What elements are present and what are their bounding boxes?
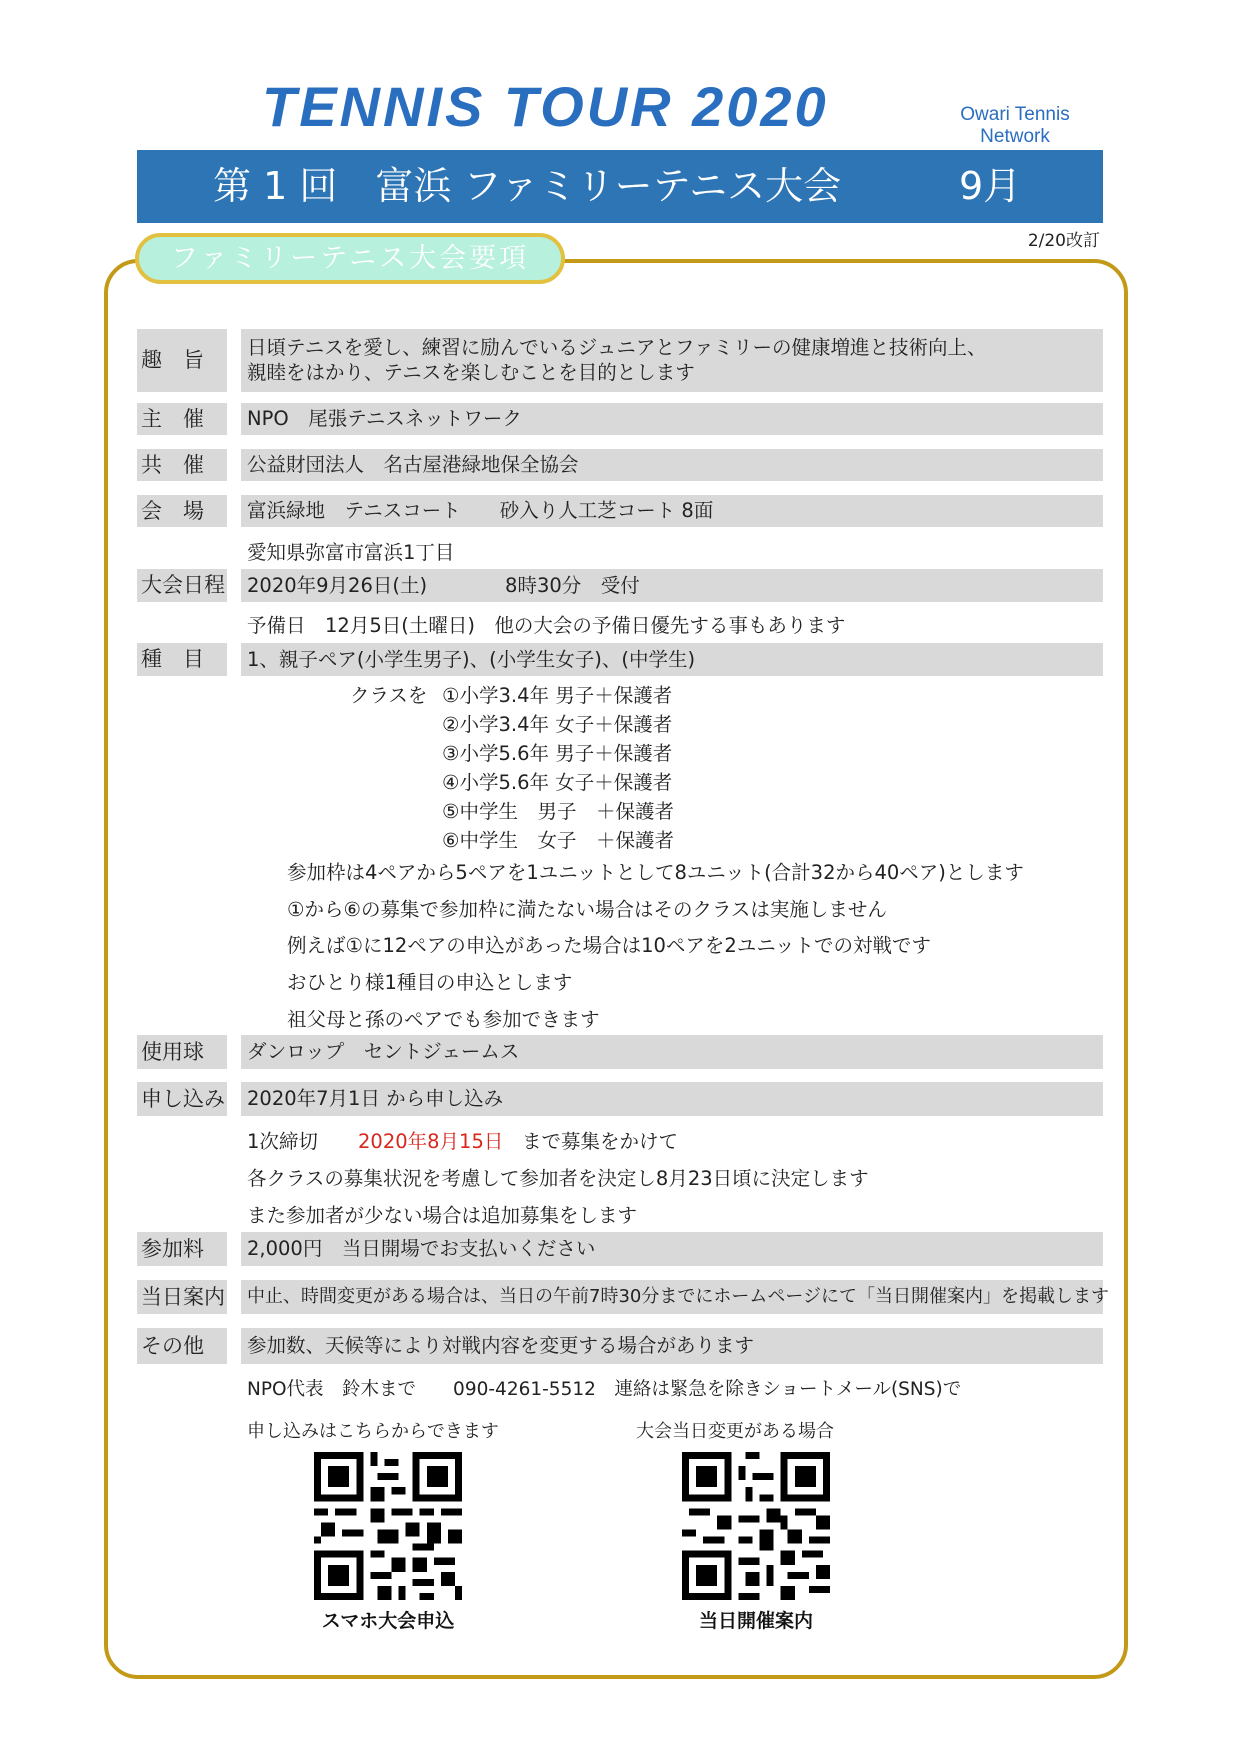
qr-left-caption: スマホ大会申込 bbox=[321, 1610, 455, 1632]
class-item: ③小学5.6年 男子＋保護者 bbox=[442, 742, 673, 765]
fee-label: 参加料 bbox=[137, 1232, 227, 1266]
events-note: 祖父母と孫のペアでも参加できます bbox=[287, 1008, 600, 1031]
host-value: NPO 尾張テニスネットワーク bbox=[241, 403, 1103, 435]
qr-code-apply[interactable] bbox=[314, 1452, 462, 1600]
apply-line-2: 各クラスの募集状況を考慮して参加者を決定し8月23日頃に決定します bbox=[247, 1167, 869, 1190]
revision-note: 2/20改訂 bbox=[1027, 231, 1100, 251]
qr-left-heading: 申し込みはこちらからできます bbox=[247, 1421, 499, 1442]
apply-label: 申し込み bbox=[137, 1082, 227, 1116]
cohost-value: 公益財団法人 名古屋港緑地保全協会 bbox=[241, 449, 1103, 481]
other-value: 参加数、天候等により対戦内容を変更する場合があります bbox=[241, 1328, 1103, 1364]
events-note: おひとり様1種目の申込とします bbox=[287, 971, 573, 994]
main-title: TENNIS TOUR 2020 bbox=[262, 75, 829, 138]
contact-line: NPO代表 鈴木まで 090-4261-5512 連絡は緊急を除きショートメール(SNS)で bbox=[247, 1379, 962, 1400]
qr-right-heading: 大会当日変更がある場合 bbox=[636, 1421, 834, 1442]
section-tab: ファミリーテニス大会要項 bbox=[135, 233, 565, 284]
events-note: ①から⑥の募集で参加枠に満たない場合はそのクラスは実施しません bbox=[287, 898, 887, 921]
fee-value: 2,000円 当日開場でお支払いください bbox=[241, 1232, 1103, 1266]
ball-value: ダンロップ セントジェームス bbox=[241, 1035, 1103, 1069]
apply-first-deadline: 2020年8月15日 bbox=[358, 1130, 504, 1153]
dayinfo-label: 当日案内 bbox=[137, 1280, 227, 1314]
other-label: その他 bbox=[137, 1328, 227, 1364]
qr-right-caption: 当日開催案内 bbox=[698, 1610, 813, 1632]
banner-title: 第 1 回 富浜 ファミリーテニス大会 bbox=[213, 164, 842, 208]
cohost-label: 共 催 bbox=[137, 449, 227, 481]
apply-value: 2020年7月1日 から申し込み bbox=[241, 1082, 1103, 1116]
event-banner bbox=[137, 150, 1103, 223]
dayinfo-value: 中止、時間変更がある場合は、当日の午前7時30分までにホームページにて「当日開催案内」を掲載します bbox=[241, 1280, 1103, 1314]
venue-value: 富浜緑地 テニスコート 砂入り人工芝コート 8面 bbox=[241, 495, 1103, 527]
organization-name bbox=[940, 104, 1090, 148]
banner-month: 9月 bbox=[959, 164, 1022, 208]
org-line-2: Network bbox=[980, 126, 1050, 147]
events-note: 例えば①に12ペアの申込があった場合は10ペアを2ユニットでの対戦です bbox=[287, 934, 932, 957]
org-line-1: Owari Tennis bbox=[960, 104, 1070, 125]
purpose-line-2: 親睦をはかり、テニスを楽しむことを目的とします bbox=[247, 361, 695, 384]
events-label: 種 目 bbox=[137, 643, 227, 676]
venue-label: 会 場 bbox=[137, 495, 227, 527]
class-item: ⑥中学生 女子 ＋保護者 bbox=[442, 829, 674, 852]
class-item: ④小学5.6年 女子＋保護者 bbox=[442, 771, 673, 794]
apply-line-3: また参加者が少ない場合は追加募集をします bbox=[247, 1204, 638, 1227]
events-value: 1、親子ペア(小学生男子)、(小学生女子)、(中学生) bbox=[241, 643, 1103, 676]
purpose-label: 趣 旨 bbox=[137, 329, 227, 392]
class-item: ②小学3.4年 女子＋保護者 bbox=[442, 713, 673, 736]
purpose-value bbox=[241, 329, 1103, 392]
purpose-line-1: 日頃テニスを愛し、練習に励んでいるジュニアとファミリーの健康増進と技術向上、 bbox=[247, 336, 987, 359]
class-prefix: クラスを bbox=[350, 684, 428, 707]
venue-address: 愛知県弥富市富浜1丁目 bbox=[247, 541, 455, 564]
ball-label: 使用球 bbox=[137, 1035, 227, 1069]
schedule-value: 2020年9月26日(土) 8時30分 受付 bbox=[241, 569, 1103, 602]
schedule-reserve: 予備日 12月5日(土曜日) 他の大会の予備日優先する事もあります bbox=[247, 614, 846, 637]
apply-first-suffix: まで募集をかけて bbox=[522, 1130, 679, 1153]
qr-code-day-info[interactable] bbox=[682, 1452, 830, 1600]
events-note: 参加枠は4ペアから5ペアを1ユニットとして8ユニット(合計32から40ペア)とします bbox=[287, 861, 1024, 884]
host-label: 主 催 bbox=[137, 403, 227, 435]
class-item: ①小学3.4年 男子＋保護者 bbox=[442, 684, 673, 707]
apply-first-prefix: 1次締切 bbox=[247, 1130, 318, 1153]
schedule-label: 大会日程 bbox=[137, 569, 227, 602]
class-item: ⑤中学生 男子 ＋保護者 bbox=[442, 800, 674, 823]
